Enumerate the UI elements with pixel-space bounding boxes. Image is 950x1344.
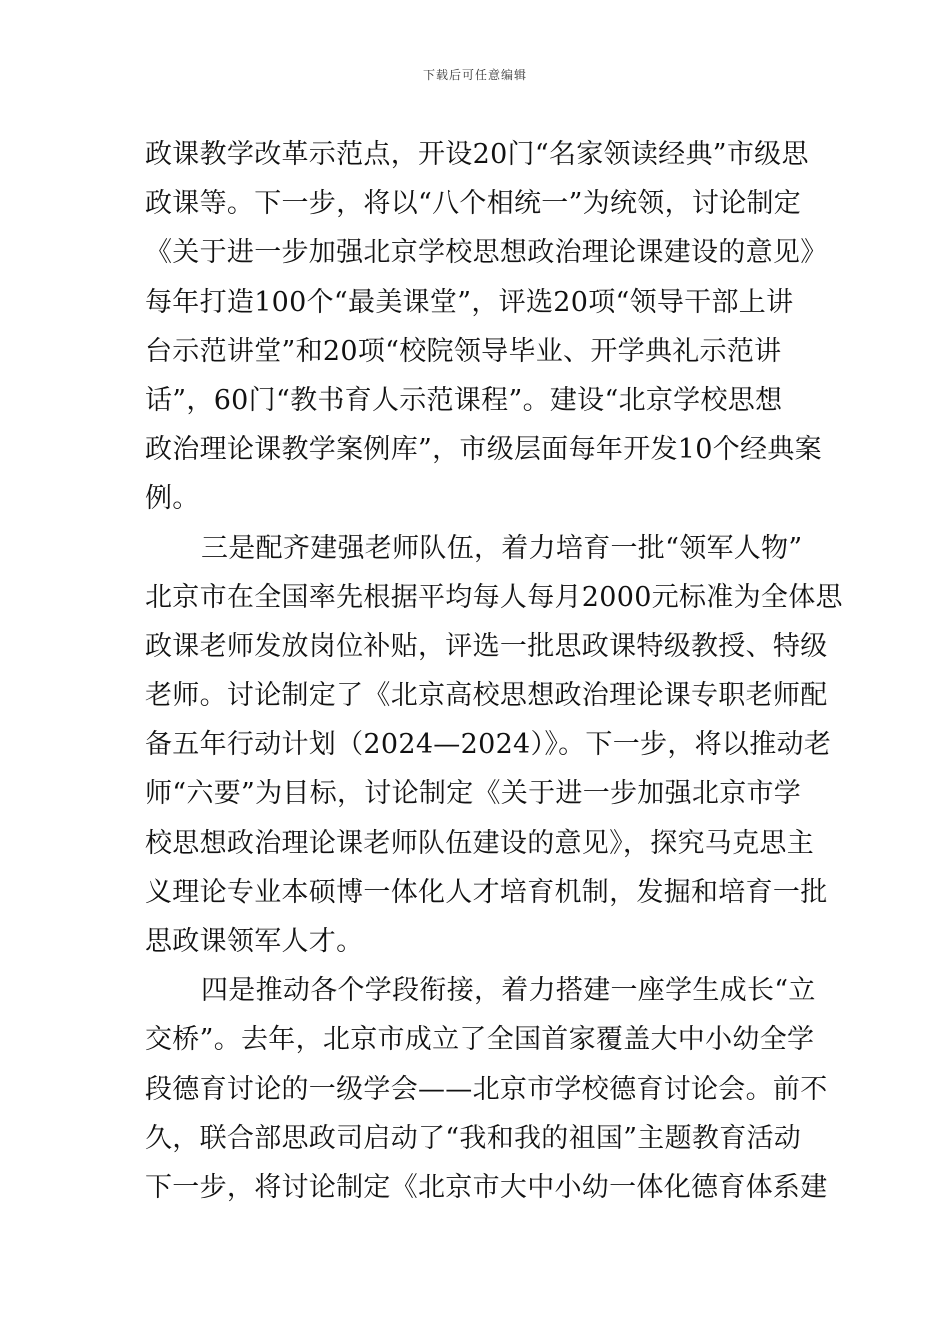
text-line: 下一步，将讨论制定《北京市大中小幼一体化德育体系建 (145, 1171, 828, 1203)
document-body (145, 130, 843, 1212)
text-line: 政课老师发放岗位补贴，评选一批思政课特级教授、特级 (145, 630, 828, 662)
page-header: 下载后可任意编辑 (422, 68, 527, 82)
text-line: 老师。讨论制定了《北京高校思想政治理论课专职老师配 (145, 680, 828, 712)
text-line: 交桥”。去年，北京市成立了全国首家覆盖大中小幼全学 (145, 1024, 815, 1056)
text-line: 久，联合部思政司启动了“我和我的祖国”主题教育活动 (145, 1122, 802, 1154)
text-line: 段德育讨论的一级学会——北京市学校德育讨论会。前不 (145, 1073, 828, 1105)
text-line: 义理论专业本硕博一体化人才培育机制，发掘和培育一批 (145, 876, 828, 908)
text-line: 例。 (145, 483, 200, 515)
text-line: 台示范讲堂”和20项“校院领导毕业、开学典礼示范讲 (145, 335, 782, 367)
text-line: 每年打造100个“最美课堂”，评选20项“领导干部上讲 (145, 286, 794, 318)
text-line: 备五年行动计划（2024—2024）》。下一步，将以推动老 (145, 729, 832, 761)
text-line: 政课等。下一步，将以“八个相统一”为统领，讨论制定 (145, 188, 802, 220)
text-line: 师“六要”为目标，讨论制定《关于进一步加强北京市学 (145, 778, 802, 810)
paragraph-start-line: 四是推动各个学段衔接，着力搭建一座学生成长“立 (201, 975, 816, 1007)
text-line: 《关于进一步加强北京学校思想政治理论课建设的意见》 (145, 237, 828, 269)
text-line: 思政课领军人才。 (145, 926, 364, 957)
text-line: 校思想政治理论课老师队伍建设的意见》，探究马克思主 (145, 827, 814, 859)
text-line: 北京市在全国率先根据平均每人每月2000元标准为全体思 (145, 581, 843, 613)
text-line: 政课教学改革示范点，开设20门“名家领读经典”市级思 (145, 139, 809, 170)
text-line: 话”，60门“教书育人示范课程”。建设“北京学校思想 (145, 384, 783, 416)
text-line: 政治理论课教学案例库”，市级层面每年开发10个经典案 (145, 434, 822, 466)
paragraph-start-line: 三是配齐建强老师队伍，着力培育一批“领军人物” (201, 532, 803, 564)
